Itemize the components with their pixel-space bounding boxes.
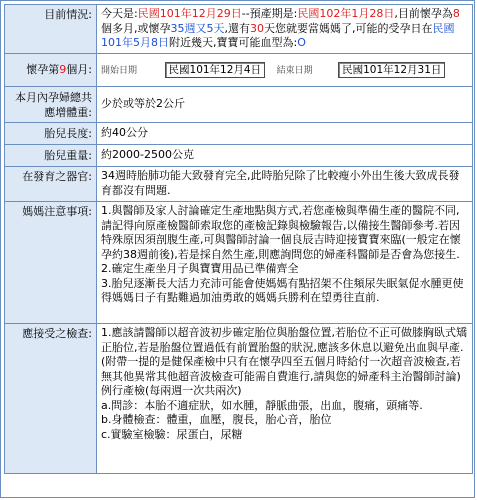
month-range <box>97 54 473 87</box>
organs-value: 34週時胎肺功能大致發育完全,此時胎兒除了比較瘦小外出生後大致成長發育都沒有問題. <box>97 167 473 202</box>
checkup-routine: 例行產檢(每兩週一次共兩次) <box>101 384 242 397</box>
label-organs: 在發育之器官: <box>5 167 97 202</box>
label-checkups: 應接受之檢查: <box>5 324 97 474</box>
checkup-item: a.問診：本胎不適症狀，如水腫，靜脈曲張，出血，腹痛，頭痛等. <box>101 398 423 412</box>
checkup-item: b.身體檢查：體重，血壓，腹長，胎心音，胎位 <box>101 413 332 426</box>
month-label-post: 個月: <box>66 63 92 77</box>
label-fetal-weight: 胎兒重量: <box>5 145 97 167</box>
label-fetal-length: 胎兒長度: <box>5 123 97 145</box>
text-days-prefix: ,還有 <box>224 21 250 35</box>
row-mother-notes <box>5 202 473 324</box>
text-weeks-prefix: 個多月,或懷孕 <box>101 21 171 35</box>
fetal-weight-value: 約2000-2500公克 <box>97 145 473 167</box>
due-date: 民國102年1月28日 <box>297 7 395 20</box>
month-label-pre: 懷孕第 <box>26 63 60 77</box>
row-checkups <box>5 324 473 474</box>
label-mother-notes: 媽媽注意事項: <box>5 202 97 324</box>
text-months-prefix: ,目前懷孕為 <box>394 7 453 20</box>
row-organs <box>5 167 473 202</box>
text-due-prefix: --預產期是: <box>241 7 298 20</box>
note-item: 2.確定生產坐月子與寶寶用品已準備齊全 <box>101 262 299 275</box>
mother-notes-value <box>97 202 473 324</box>
start-date-label: 開始日期 <box>101 65 138 76</box>
days-left: 30 <box>250 21 264 35</box>
blood-type: O <box>297 36 306 49</box>
label-current-status: 目前情況: <box>5 5 97 54</box>
row-fetal-length <box>5 123 473 145</box>
label-pregnancy-month <box>5 54 97 87</box>
text-conception-prefix: 天您就要當媽媽了,可能的受孕日在 <box>264 21 433 35</box>
start-date-field[interactable]: 民國101年12月4日 <box>165 62 266 78</box>
note-item: 1.與醫師及家人討論確定生產地點與方式,若您產檢與準備生產的醫院不同,請記得向原產檢醫師索取您的產檢記錄與檢驗報告,以備接生醫師參考.若因特殊原因須剖腹生產,可與醫師討論一個良辰吉時迎接寶寶來臨(一般定在懷孕約38週前後),若是採自然生產,則應詢問您的婦產科醫師是否會為您接生. <box>101 204 461 261</box>
text-today-prefix: 今天是: <box>101 7 138 20</box>
note-item: 3.胎兒逐漸長大活力充沛可能會使媽媽有點招架不住頻尿失眠氣促水腫更使得媽媽日子有點難過加油勇敢的媽媽兵勝利在望勇往直前. <box>101 276 464 304</box>
label-weight-gain: 本月內孕婦總共應增體重: <box>5 87 97 123</box>
fetal-length-value: 約40公分 <box>97 123 473 145</box>
current-status-text <box>97 5 473 54</box>
row-current-status <box>5 5 473 54</box>
end-date-label: 結束日期 <box>276 65 313 76</box>
row-fetal-weight <box>5 145 473 167</box>
row-pregnancy-month <box>5 54 473 87</box>
weight-gain-value: 少於或等於2公斤 <box>97 87 473 123</box>
end-date-field[interactable]: 民國101年12月31日 <box>338 62 445 78</box>
checkups-value <box>97 324 473 474</box>
month-number: 9 <box>59 63 67 77</box>
text-blood-prefix: 附近幾天,寶寶可能血型為: <box>169 36 298 49</box>
row-weight-gain <box>5 87 473 123</box>
pregnancy-info-table <box>4 4 473 474</box>
conception-date: 民國101年5月8日 <box>101 21 455 49</box>
weeks-pregnant: 35週又5天 <box>170 21 225 35</box>
checkup-item: 1.應該請醫師以超音波初步確定胎位與胎盤位置,若胎位不正可做膝胸臥式矯正胎位,若是胎盤位置過低有前置胎盤的狀況,應該多休息以避免出血與早產.(附帶一提的是健保產檢中只有在懷孕四至五個月時給付一次超音波檢查,若無其他異常其他超音波檢查可能需自費進行,請與您的婦產科主治醫師討論) <box>101 326 467 383</box>
today-date: 民國101年12月29日 <box>137 7 242 20</box>
checkup-item: c.實驗室檢驗：尿蛋白，尿糖 <box>101 427 243 441</box>
months-pregnant: 8 <box>452 7 460 20</box>
